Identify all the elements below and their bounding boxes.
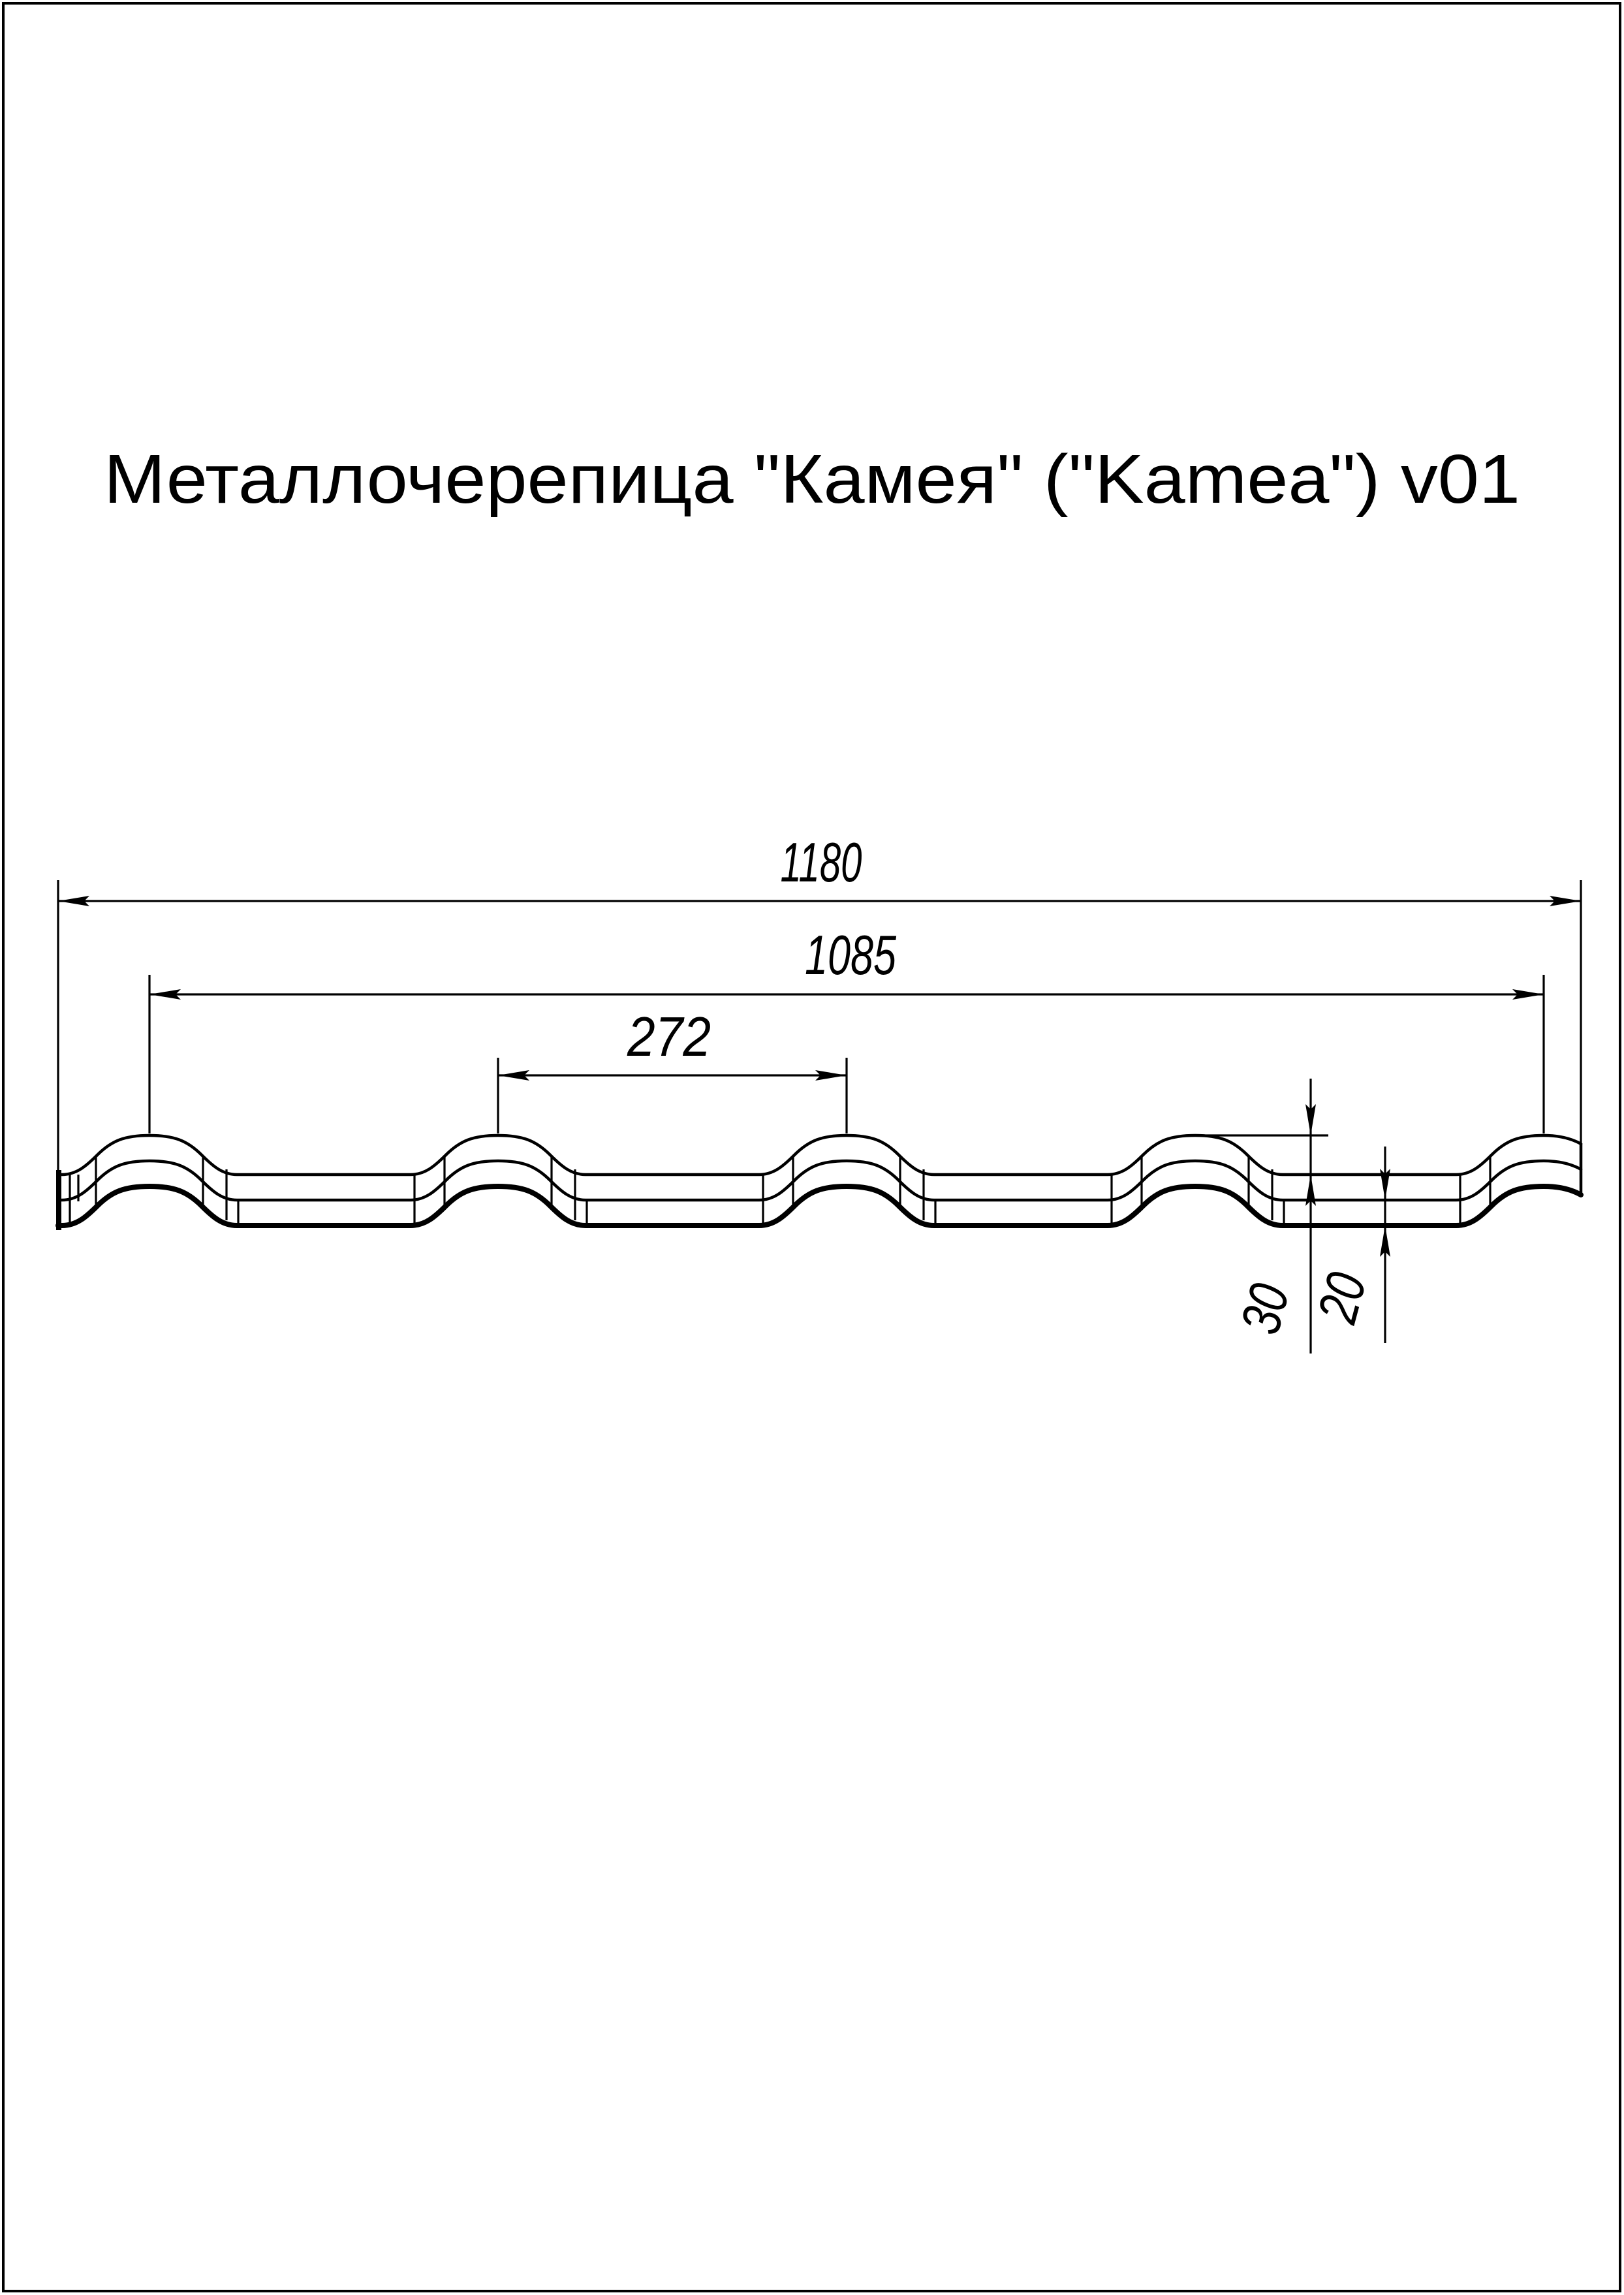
dim-label-1180: 1180: [780, 832, 862, 894]
page-title: Металлочерепица "Камея" ("Kamea") v01: [104, 441, 1520, 518]
profile-front-top-contour: [58, 1161, 1581, 1200]
dim-label-272: 272: [627, 1006, 711, 1068]
dim-label-20: 20: [1306, 1253, 1382, 1329]
dim-label-30: 30: [1229, 1264, 1305, 1340]
profile-back-top-contour: [58, 1135, 1581, 1175]
profile-front-bottom-contour: [58, 1186, 1581, 1226]
dim-label-1085: 1085: [805, 925, 897, 987]
page-border: [3, 3, 1620, 2291]
dimension-overall-width: [58, 832, 1581, 1173]
dimension-wave-pitch: [498, 1006, 847, 1133]
tile-profile: [58, 1135, 1581, 1227]
